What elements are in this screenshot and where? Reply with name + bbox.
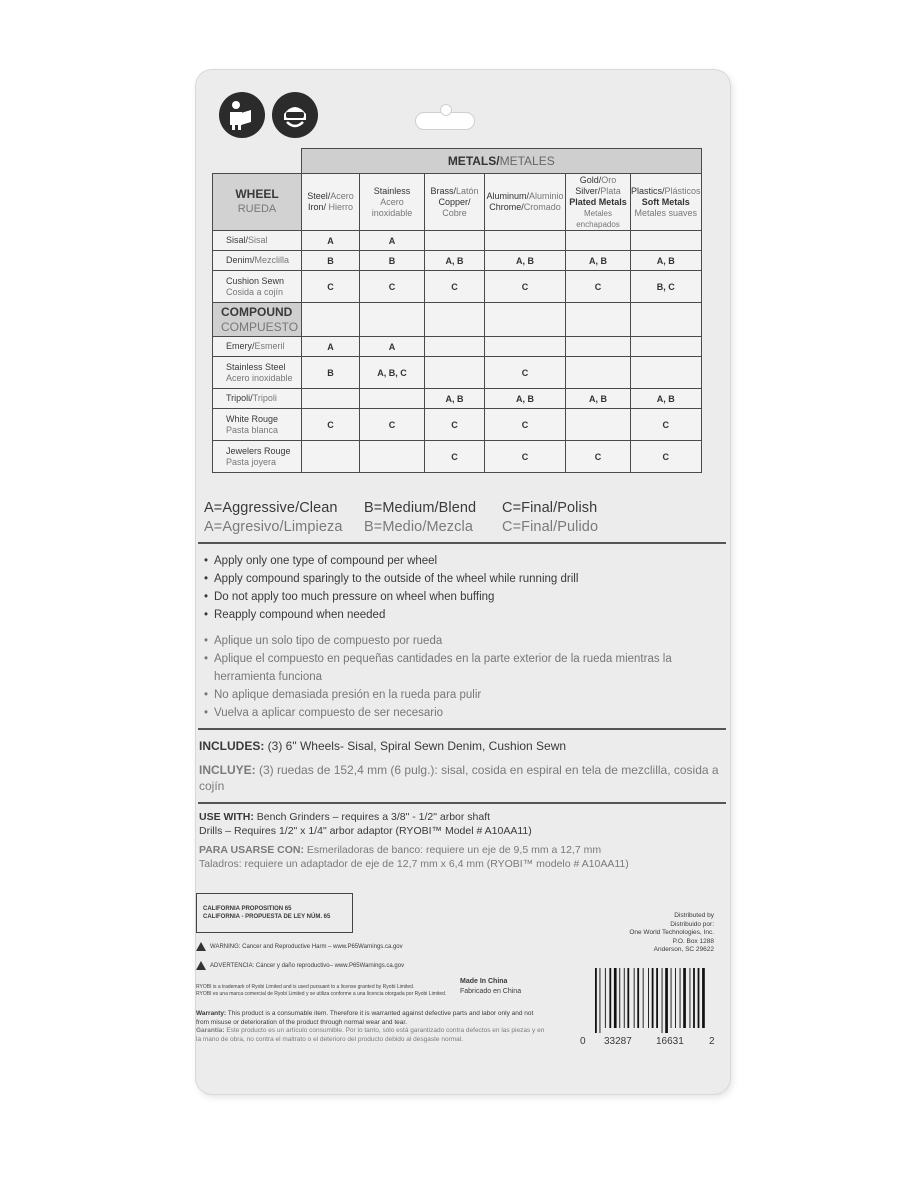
instructions-es — [204, 632, 724, 722]
table-cell: C — [360, 271, 425, 303]
table-row — [213, 389, 702, 409]
table-cell: C — [425, 271, 485, 303]
barcode-bar — [643, 968, 644, 1028]
table-cell: B — [302, 357, 360, 389]
distributor: Distributed by Distribuido por: One World Technologies, Inc. P.O. Box 1288 Anderson, SC 29622 — [629, 912, 714, 953]
upc-barcode — [593, 968, 707, 1033]
table-cell: C — [485, 441, 566, 473]
row-label: Tripoli/Tripoli — [213, 389, 302, 409]
trademark-note: RYOBI is a trademark of Ryobi Limited and is used pursuant to a license granted by Ryobi Limited. RYOBI es una marca comercial de Ryobi Limited y se utiliza conforme a una licencia otorgada por Ryobi Limited. — [196, 984, 447, 997]
column-header: Stainless Acero inoxidable — [360, 174, 425, 231]
list-item: • Reapply compound when needed — [204, 606, 724, 624]
row-label: Stainless Steel Acero inoxidable — [213, 357, 302, 389]
barcode-bar — [662, 968, 663, 1033]
barcode-bar — [614, 968, 617, 1028]
table-cell: B, C — [631, 271, 702, 303]
prop65-warning-es: ADVERTENCIA: Cáncer y daño reproductivo– www.P65Warnings.ca.gov — [196, 961, 404, 970]
table-row — [213, 337, 702, 357]
row-label: Emery/Esmeril — [213, 337, 302, 357]
prop65-warning: WARNING: Cancer and Reproductive Harm – www.P65Warnings.ca.gov — [196, 942, 403, 951]
use-with: USE WITH: Bench Grinders – requires a 3/8" - 1/2" arbor shaft Drills – Requires 1/2" x 1/4" arbor adaptor (RYOBI™ Model # A10AA11) — [199, 811, 532, 837]
barcode-digits: 16631 — [656, 1036, 684, 1047]
table-cell: C — [631, 441, 702, 473]
table-cell: C — [485, 409, 566, 441]
table-cell — [631, 357, 702, 389]
warning-icon — [196, 961, 206, 970]
use-with-es: PARA USARSE CON: Esmeriladoras de banco: requiere un eje de 9,5 mm a 12,7 mm Taladros: requiere un adaptador de eje de 12,7 mm x 6,4 mm (RYOBI™ modelo # A10AA11) — [199, 844, 629, 870]
row-label: Denim/Mezclilla — [213, 251, 302, 271]
table-cell — [566, 357, 631, 389]
barcode-bar — [634, 968, 635, 1028]
table-cell: C — [425, 409, 485, 441]
barcode-bar — [671, 968, 672, 1028]
table-cell: A, B — [425, 251, 485, 271]
table-cell — [360, 441, 425, 473]
barcode-bar — [652, 968, 654, 1028]
table-cell — [425, 337, 485, 357]
includes: INCLUDES: (3) 6" Wheels- Sisal, Spiral Sewn Denim, Cushion Sewn — [199, 739, 567, 753]
table-cell: C — [566, 441, 631, 473]
list-item: • Vuelva a aplicar compuesto de ser necesario — [204, 704, 724, 722]
eye-protection-icon — [272, 92, 318, 138]
divider — [198, 802, 726, 804]
list-item: • Aplique un solo tipo de compuesto por rueda — [204, 632, 724, 650]
table-cell: C — [302, 409, 360, 441]
read-manual-icon — [219, 92, 265, 138]
table-cell: A — [302, 337, 360, 357]
barcode-bar — [680, 968, 681, 1028]
column-header: Aluminum/Aluminio Chrome/Cromado — [485, 174, 566, 231]
row-label: Cushion Sewn Cosida a cojín — [213, 271, 302, 303]
legend-item: A=Aggressive/Clean — [204, 500, 338, 516]
list-item: • Apply only one type of compound per wheel — [204, 552, 724, 570]
table-cell: A — [360, 231, 425, 251]
table-cell — [425, 231, 485, 251]
barcode-bar — [665, 968, 668, 1033]
table-cell: A, B — [425, 389, 485, 409]
table-cell: C — [425, 441, 485, 473]
table-cell — [302, 389, 360, 409]
table-cell: C — [566, 271, 631, 303]
list-item: • No aplique demasiada presión en la rueda para pulir — [204, 686, 724, 704]
table-row — [213, 251, 702, 271]
barcode-bar — [648, 968, 649, 1028]
row-label: Sisal/Sisal — [213, 231, 302, 251]
prop65-box: CALIFORNIA PROPOSITION 65 CALIFORNIA - PROPUESTA DE LEY NÚM. 65 — [196, 893, 353, 933]
table-row — [213, 271, 702, 303]
legend-item: B=Medium/Blend — [364, 500, 477, 516]
list-item: • Do not apply too much pressure on wheel when buffing — [204, 588, 724, 606]
list-item: • Aplique el compuesto en pequeñas cantidades en la parte exterior de la rueda mientras la herramienta funciona — [204, 650, 724, 686]
warning-icon — [196, 942, 206, 951]
barcode-bar — [627, 968, 629, 1028]
barcode-bar — [605, 968, 606, 1028]
row-label: Jewelers Rouge Pasta joyera — [213, 441, 302, 473]
barcode-digits: 33287 — [604, 1036, 632, 1047]
barcode-digit: 0 — [580, 1036, 586, 1047]
table-cell — [360, 389, 425, 409]
barcode-bar — [595, 968, 597, 1033]
table-cell: C — [360, 409, 425, 441]
table-cell: B — [360, 251, 425, 271]
legend-item: B=Medio/Mezcla — [364, 519, 473, 535]
table-row — [213, 231, 702, 251]
table-row — [213, 409, 702, 441]
table-cell: A — [302, 231, 360, 251]
table-cell — [631, 231, 702, 251]
barcode-bar — [690, 968, 691, 1028]
table-cell: A, B — [566, 389, 631, 409]
table-cell: A, B — [485, 389, 566, 409]
table-cell: C — [485, 271, 566, 303]
compound-header: COMPOUND COMPUESTO — [213, 303, 302, 337]
list-item: • Apply compound sparingly to the outside of the wheel while running drill — [204, 570, 724, 588]
divider — [198, 542, 726, 544]
includes-es: INCLUYE: (3) ruedas de 152,4 mm (6 pulg.): sisal, cosida en espiral en tela de mezclilla, cosida a cojín — [199, 763, 719, 793]
table-cell — [566, 231, 631, 251]
barcode-bar — [683, 968, 686, 1028]
table-cell — [566, 337, 631, 357]
row-label: White Rouge Pasta blanca — [213, 409, 302, 441]
legend-item: C=Final/Polish — [502, 500, 598, 516]
barcode-digit: 2 — [709, 1036, 715, 1047]
column-header: Steel/Acero Iron/ Hierro — [302, 174, 360, 231]
table-cell — [566, 409, 631, 441]
table-row — [213, 441, 702, 473]
table-cell — [425, 357, 485, 389]
table-row — [213, 357, 702, 389]
table-cell — [302, 441, 360, 473]
table-cell: C — [631, 409, 702, 441]
legend-item: A=Agresivo/Limpieza — [204, 519, 343, 535]
table-cell: A, B — [485, 251, 566, 271]
table-cell — [485, 337, 566, 357]
table-cell — [631, 337, 702, 357]
table-cell: A, B, C — [360, 357, 425, 389]
barcode-bar — [698, 968, 700, 1028]
table-cell: A — [360, 337, 425, 357]
legend-item: C=Final/Pulido — [502, 519, 599, 535]
column-header: Gold/Oro Silver/Plata Plated Metals Metales enchapados — [566, 174, 631, 231]
table-cell — [485, 231, 566, 251]
warranty: Warranty: This product is a consumable item. Therefore it is warranted against defective parts and labor only and not from misuse or deterioration of the product through normal wear and tear. Garantía: Este producto es un artículo consumible. Por lo tanto, sólo está garantizado contra defectos en las piezas y en la mano de obra, no contra el maltrato o el deterioro del producto debido al desgaste normal. — [196, 1010, 545, 1043]
table-cell: A, B — [631, 389, 702, 409]
column-header: Plastics/Plásticos Soft Metals Metales suaves — [631, 174, 702, 231]
table-cell: B — [302, 251, 360, 271]
table-cell: A, B — [631, 251, 702, 271]
divider — [198, 728, 726, 730]
barcode-bar — [693, 968, 695, 1028]
barcode-bar — [619, 968, 620, 1028]
barcode-bar — [609, 968, 611, 1028]
barcode-bar — [702, 968, 705, 1028]
column-header: Brass/Latón Copper/ Cobre — [425, 174, 485, 231]
barcode-bar — [637, 968, 639, 1028]
barcode-bar — [624, 968, 625, 1028]
table-cell: C — [485, 357, 566, 389]
metals-header: METALS/METALES — [302, 149, 702, 174]
wheel-header: WHEEL RUEDA — [213, 174, 302, 231]
instructions-en — [204, 552, 724, 624]
hang-hole — [415, 112, 475, 130]
barcode-bar — [600, 968, 601, 1033]
barcode-bar — [675, 968, 676, 1028]
compatibility-chart — [212, 148, 702, 473]
barcode-bar — [656, 968, 658, 1028]
table-cell: C — [302, 271, 360, 303]
made-in: Made In China Fabricado en China — [460, 978, 522, 995]
table-cell: A, B — [566, 251, 631, 271]
